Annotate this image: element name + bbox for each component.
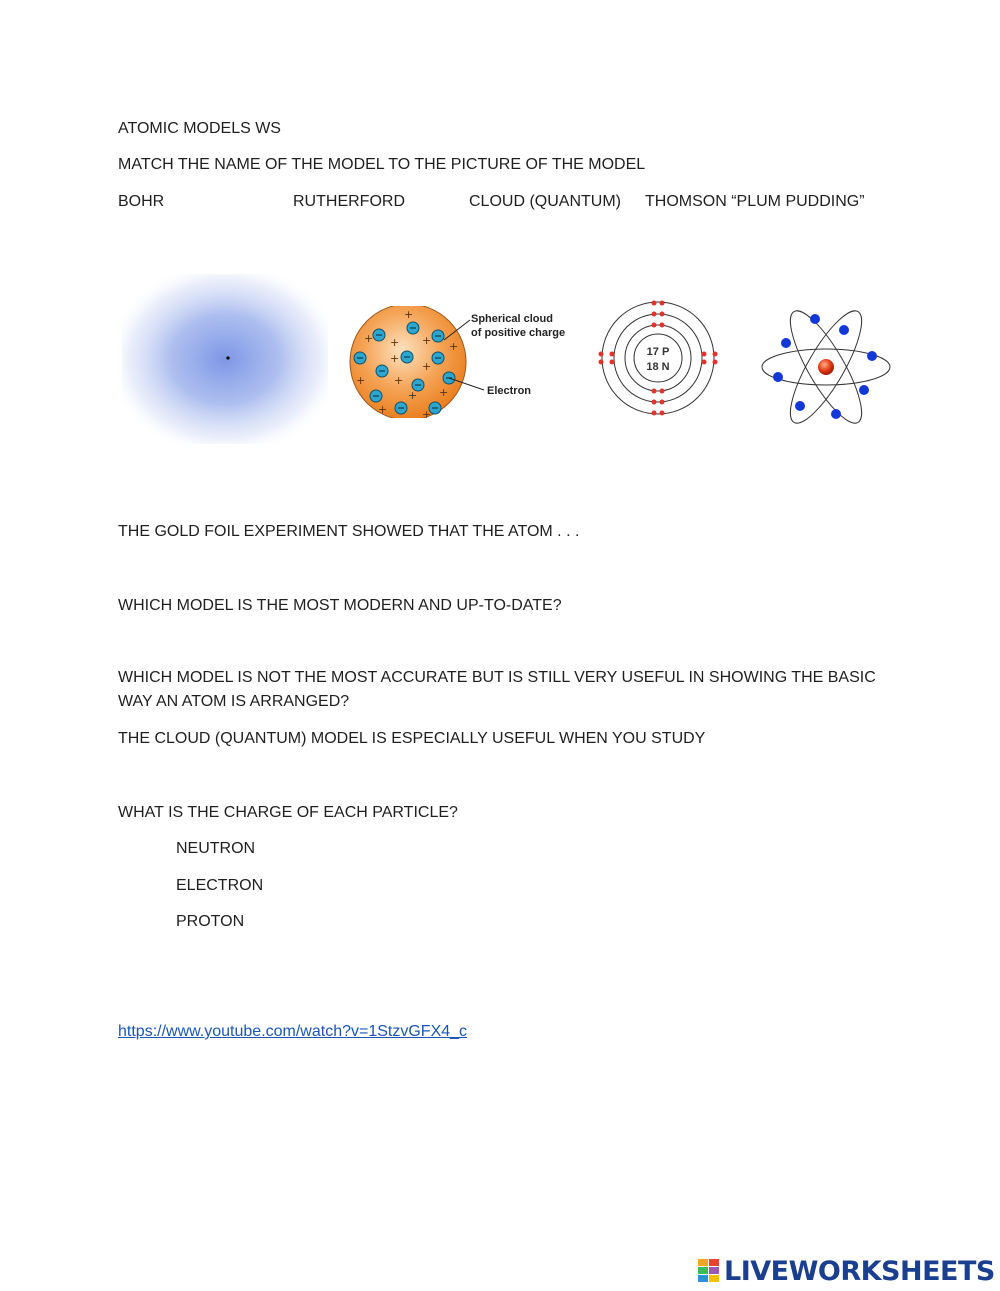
- model-name-bohr[interactable]: BOHR: [118, 193, 165, 210]
- question-gold-foil: THE GOLD FOIL EXPERIMENT SHOWED THAT THE ATOM . . .: [118, 523, 580, 540]
- svg-text:+: +: [390, 336, 400, 349]
- thomson-label-cloud-1: Spherical cloud: [471, 313, 553, 325]
- particle-neutron: NEUTRON: [176, 840, 256, 857]
- svg-text:+: +: [390, 352, 400, 365]
- question-particle-charge: WHAT IS THE CHARGE OF EACH PARTICLE?: [118, 804, 458, 821]
- svg-text:+: +: [378, 403, 388, 416]
- thomson-label-electron: Electron: [487, 385, 532, 397]
- model-name-thomson[interactable]: THOMSON “PLUM PUDDING”: [645, 193, 865, 210]
- bohr-protons-label: 17 P: [646, 346, 670, 358]
- thomson-label-cloud-2: of positive charge: [471, 327, 566, 339]
- question-useful-model: WHICH MODEL IS NOT THE MOST ACCURATE BUT IS STILL VERY USEFUL IN SHOWING THE BASIC WAY AN ATOM IS ARRANGED?: [118, 669, 876, 710]
- svg-text:+: +: [422, 360, 432, 373]
- bohr-model-image: [596, 296, 722, 420]
- svg-text:+: +: [404, 308, 414, 321]
- svg-text:+: +: [422, 408, 432, 418]
- model-name-rutherford[interactable]: RUTHERFORD: [293, 193, 405, 210]
- video-link[interactable]: https://www.youtube.com/watch?v=1StzvGFX4_c: [118, 1023, 468, 1040]
- question-modern-model: WHICH MODEL IS THE MOST MODERN AND UP-TO-DATE?: [118, 597, 562, 614]
- svg-text:+: +: [408, 389, 418, 402]
- svg-text:+: +: [439, 386, 449, 399]
- svg-text:+: +: [394, 374, 404, 387]
- thomson-model-image: [346, 306, 580, 418]
- brand-name: LIVEWORKSHEETS: [724, 1255, 995, 1287]
- worksheet-title: ATOMIC MODELS WS: [118, 120, 281, 137]
- svg-text:+: +: [364, 332, 374, 345]
- rutherford-model-image: [756, 298, 896, 432]
- brand-blocks-icon: [698, 1259, 720, 1283]
- liveworksheets-logo[interactable]: [698, 1254, 995, 1288]
- instruction-text: MATCH THE NAME OF THE MODEL TO THE PICTURE OF THE MODEL: [118, 156, 646, 173]
- particle-proton: PROTON: [176, 913, 245, 930]
- svg-text:+: +: [356, 374, 366, 387]
- model-name-cloud[interactable]: CLOUD (QUANTUM): [469, 193, 621, 210]
- svg-text:+: +: [422, 334, 432, 347]
- bohr-neutrons-label: 18 N: [646, 361, 670, 373]
- svg-text:+: +: [449, 340, 459, 353]
- particle-electron: ELECTRON: [176, 877, 264, 894]
- electron-cloud-image: [122, 274, 328, 444]
- question-cloud-model: THE CLOUD (QUANTUM) MODEL IS ESPECIALLY USEFUL WHEN YOU STUDY: [118, 730, 706, 747]
